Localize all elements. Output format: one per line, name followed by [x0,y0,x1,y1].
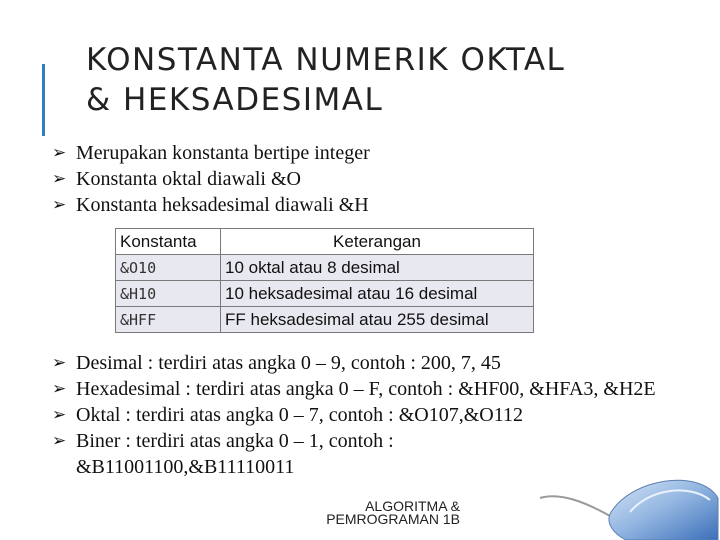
arrow-bullet-icon: ➢ [52,405,67,425]
header-konstanta: Konstanta [116,229,221,255]
arrow-bullet-icon: ➢ [52,169,67,189]
footer-line2: PEMROGRAMAN 1B [326,511,460,527]
arrow-bullet-icon: ➢ [52,143,67,163]
bullet-item: ➢ Konstanta oktal diawali &O [52,168,301,190]
intro-bullet-list [52,140,370,218]
table-cell-code: &HFF [116,307,221,333]
header-keterangan: Keterangan [221,229,534,255]
table-row [116,255,534,281]
table-cell-desc: 10 oktal atau 8 desimal [221,255,534,281]
slide-title-line1: KONSTANTA NUMERIK OKTAL [86,42,566,78]
table-row [116,307,534,333]
arrow-bullet-icon: ➢ [52,379,67,399]
bullet-item: ➢ Oktal : terdiri atas angka 0 – 7, contoh : &O107,&O112 [52,404,523,426]
title-accent-bar [42,64,45,136]
table-cell-code: &O10 [116,255,221,281]
constants-table [115,228,534,333]
arrow-bullet-icon: ➢ [52,195,67,215]
table-cell-code: &H10 [116,281,221,307]
table-row [116,281,534,307]
table-cell-desc: 10 heksadesimal atau 16 desimal [221,281,534,307]
table-header-row [116,229,534,255]
bullet-item: ➢ Desimal : terdiri atas angka 0 – 9, contoh : 200, 7, 45 [52,352,501,374]
bullet-item: ➢ Biner : terdiri atas angka 0 – 1, contoh : &B11001100,&B11110011 [52,430,394,478]
bullet-item: ➢ Merupakan konstanta bertipe integer [52,142,370,164]
computer-mouse-icon [530,458,720,540]
slide-footer [300,500,460,526]
arrow-bullet-icon: ➢ [52,431,67,451]
bullet-item: ➢ Konstanta heksadesimal diawali &H [52,194,369,216]
footer-line1: ALGORITMA & [365,498,460,514]
slide-title [86,40,565,120]
table-cell-desc: FF heksadesimal atau 255 desimal [221,307,534,333]
arrow-bullet-icon: ➢ [52,353,67,373]
slide-title-line2: & HEKSADESIMAL [86,82,384,118]
bullet-item: ➢ Hexadesimal : terdiri atas angka 0 – F, contoh : &HF00, &HFA3, &H2E [52,378,656,400]
